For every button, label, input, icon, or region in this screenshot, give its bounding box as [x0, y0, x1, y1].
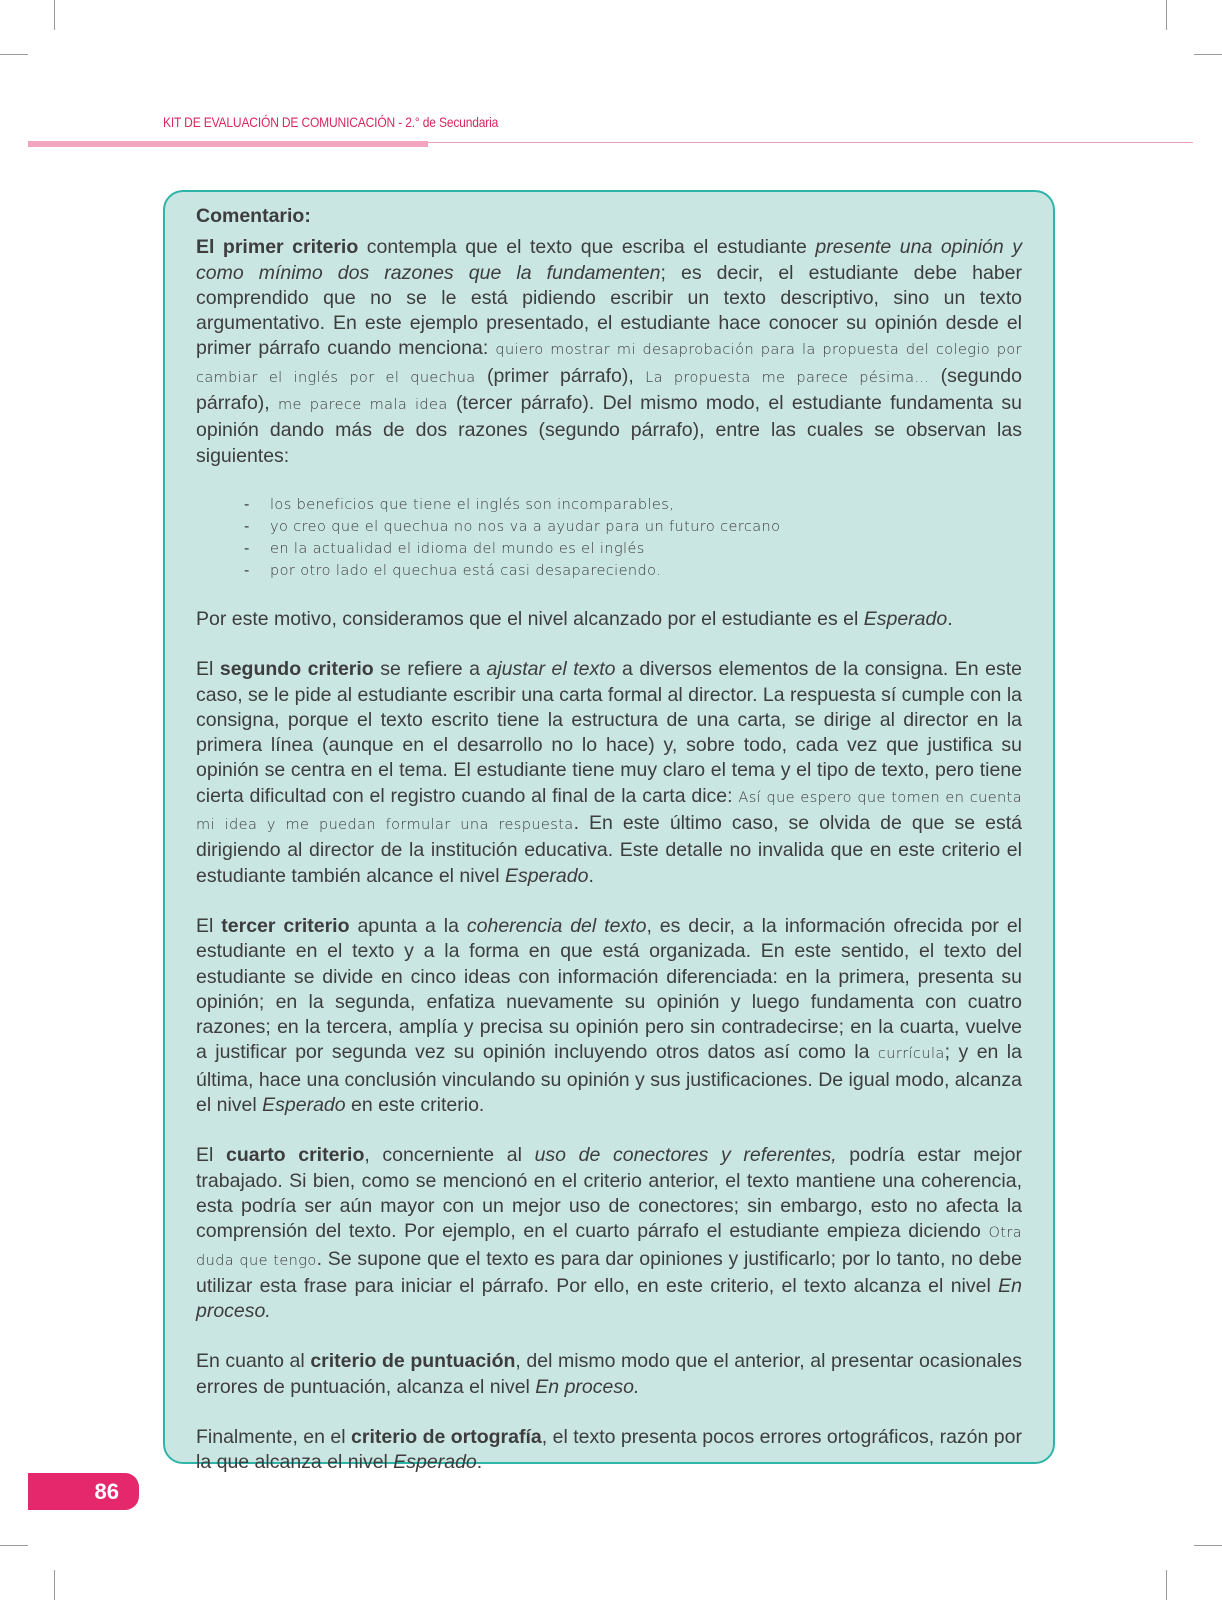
text-span: , concerniente al — [364, 1144, 535, 1167]
list-item: - yo creo que el quechua no nos va a ayudar para un futuro cercano — [244, 516, 1022, 538]
text-span: ; es decir, el estudiante debe haber comprendido que no se le está pidiendo escribir un texto descriptivo, sino un texto argumentativo. En este ejemplo presentado, el estudiante hace conocer su opinión desde el primer párrafo cuando menciona: — [196, 261, 1022, 360]
criterion-name: cuarto criterio — [226, 1144, 365, 1167]
text-span: contempla que el texto que escriba el estudiante — [358, 236, 816, 259]
crop-mark — [54, 1570, 55, 1600]
criterion-name: criterio de puntuación — [310, 1350, 516, 1373]
criterion-name: tercer criterio — [221, 914, 350, 937]
student-quote: Otra duda que tengo — [196, 1225, 1022, 1269]
text-span: , el texto presenta pocos errores ortográficos, razón por la que alcanza el nivel — [196, 1425, 1022, 1474]
paragraph-fourth-criterion — [196, 1143, 1022, 1324]
text-span: . Se supone que el texto es para dar opiniones y justificarlo; por lo tanto, no debe utilizar esta frase para iniciar el párrafo. Por ello, en este criterio, el texto alcanza el nivel — [196, 1247, 1022, 1297]
text-span: (tercer párrafo). Del mismo modo, el estudiante fundamenta su opinión dando más de dos razones (segundo párrafo), entre las cuales se observan las siguientes: — [196, 392, 1022, 467]
text-span: apunta a la — [349, 914, 467, 937]
criterion-name: segundo criterio — [219, 658, 374, 681]
level-label: En proceso. — [535, 1375, 640, 1398]
text-span: . En este último caso, se olvida de que se está dirigiendo al director de la institución educativa. Este detalle no invalida que en este criterio el estudiante también alcance el nivel — [196, 812, 1022, 887]
crop-mark — [0, 54, 28, 55]
crop-mark — [1166, 1570, 1167, 1600]
text-span: , es decir, a la información ofrecida por el estudiante en el texto y a la forma en que está organizada. En este sentido, el texto del estudiante se divide en cinco ideas con información diferenciada: en la primera, presenta su opinión; en la segunda, enfatiza nuevamente su opinión y luego fundamenta con cuatro razones; en la tercera, amplía y precisa su opinión pero sin contradecirse; en la cuarta, vuelve a justificar por segunda vez su opinión incluyendo otros datos así como la — [196, 914, 1023, 1064]
criterion-name: criterio de ortografía — [351, 1425, 542, 1448]
text-span: . — [947, 607, 953, 630]
text-span: . — [476, 1451, 483, 1474]
text-span: Finalmente, en el — [196, 1425, 352, 1448]
text-span: en este criterio. — [345, 1094, 485, 1117]
text-span: El — [196, 914, 222, 937]
list-item: - por otro lado el quechua está casi desapareciendo. — [244, 560, 1022, 582]
header-accent-bar — [28, 141, 428, 147]
text-span: (segundo párrafo), — [196, 364, 1022, 415]
page-number: 86 — [28, 1473, 139, 1510]
text-span: En cuanto al — [196, 1350, 311, 1373]
paragraph-spelling-criterion — [196, 1425, 1022, 1476]
commentary-content — [196, 204, 1022, 1476]
paragraph-first-criterion — [196, 235, 1022, 469]
student-quote: Así que espero que tomen en cuenta mi idea y me puedan formular una respuesta — [196, 789, 1022, 834]
text-span: El — [196, 1144, 226, 1167]
text-span: podría estar mejor trabajado. Si bien, como se mencionó en el criterio anterior, el texto mantiene una coherencia, esta podría ser aún mayor con un mejor uso de conectores; sin embargo, esto no afecta la comprensión del texto. Por ejemplo, en el cuarto párrafo el estudiante empieza diciendo — [196, 1144, 1023, 1243]
student-quote: quiero mostrar mi desaprobación para la propuesta del colegio por cambiar el inglés por el quechua — [196, 342, 1022, 386]
level-label: Esperado — [262, 1094, 346, 1117]
student-quote: me parece mala idea — [278, 397, 448, 414]
emphasis: uso de conectores y referentes, — [534, 1144, 837, 1167]
level-label: Esperado — [393, 1451, 477, 1474]
text-span: Por este motivo, consideramos que el nivel alcanzado por el estudiante es el — [196, 607, 864, 630]
level-label: Esperado — [504, 864, 589, 887]
crop-mark — [54, 0, 55, 30]
text-span: . — [588, 864, 594, 887]
emphasis: ajustar el texto — [486, 658, 616, 681]
level-label: En proceso. — [196, 1274, 1022, 1323]
student-quote: currícula — [877, 1046, 945, 1063]
level-label: Esperado — [863, 607, 948, 630]
paragraph-second-criterion — [196, 657, 1022, 889]
text-span: (primer párrafo), — [475, 364, 646, 387]
crop-mark — [1194, 54, 1222, 55]
crop-mark — [0, 1545, 28, 1546]
emphasis: presente una opinión y como mínimo dos razones que la fundamenten — [196, 236, 1022, 284]
student-quote: La propuesta me parece pésima… — [645, 369, 930, 386]
paragraph-third-criterion — [196, 914, 1022, 1118]
list-item: - en la actualidad el idioma del mundo es el inglés — [244, 538, 1022, 560]
paragraph-punctuation-criterion — [196, 1349, 1022, 1400]
text-span: se refiere a — [373, 658, 487, 681]
list-item: - los beneficios que tiene el inglés son incomparables, — [244, 494, 1022, 516]
text-span: ; y en la última, hace una conclusión vinculando su opinión y sus justificaciones. De igual modo, alcanza el nivel — [196, 1041, 1022, 1117]
reasons-list — [196, 494, 1022, 582]
crop-mark — [1166, 0, 1167, 30]
paragraph-conclusion-first — [196, 607, 1022, 632]
text-span: , del mismo modo que el anterior, al presentar ocasionales errores de puntuación, alcanza el nivel — [196, 1350, 1022, 1398]
criterion-name: El primer criterio — [196, 236, 359, 259]
commentary-heading: Comentario: — [196, 205, 311, 227]
emphasis: coherencia del texto — [466, 914, 647, 937]
crop-mark — [1194, 1545, 1222, 1546]
text-span: El — [196, 658, 220, 681]
text-span: a diversos elementos de la consigna. En este caso, se le pide al estudiante escribir una carta formal al director. La respuesta sí cumple con la consigna, porque el texto escrito tiene la estructura de una carta, se dirige al director en la primera línea (aunque en el desarrollo no lo hace) y, sobre todo, cada vez que justifica su opinión se centra en el tema. El estudiante tiene muy claro el tema y el tipo de texto, pero tiene cierta dificultad con el registro cuando al final de la carta dice: — [196, 658, 1023, 807]
running-header: KIT DE EVALUACIÓN DE COMUNICACIÓN - 2.° de Secundaria — [163, 114, 499, 130]
